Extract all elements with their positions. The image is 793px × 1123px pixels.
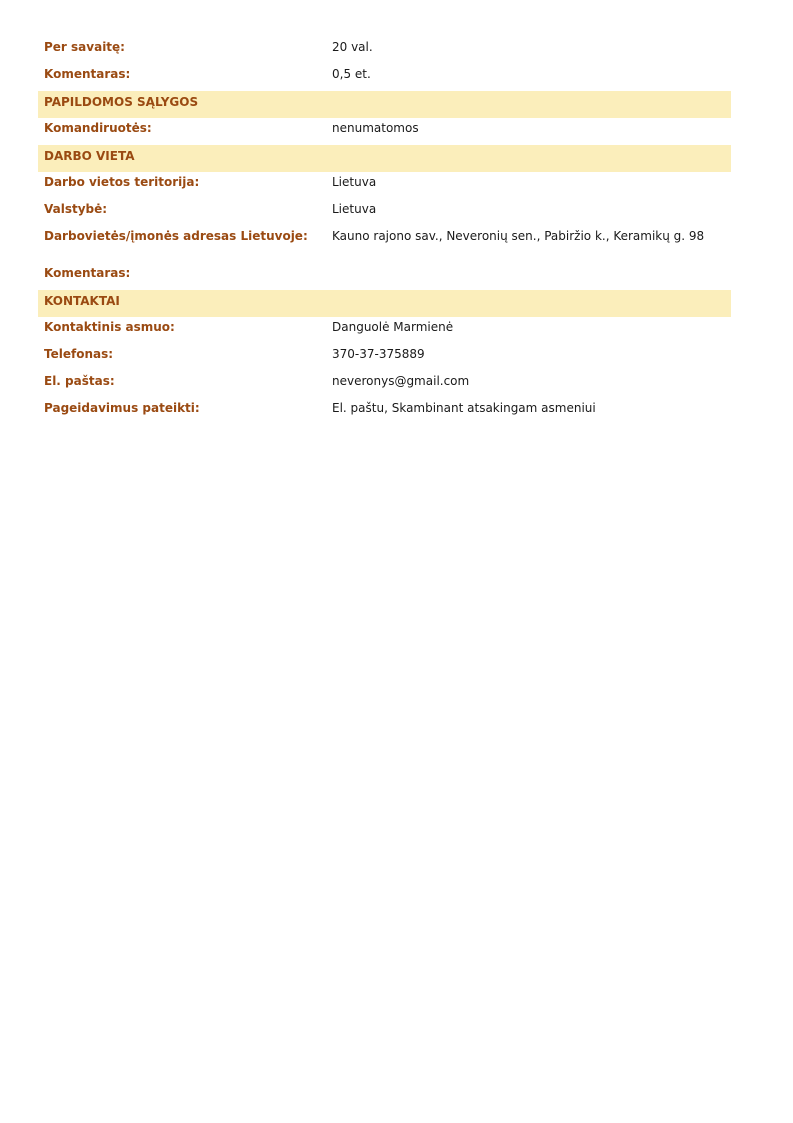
field-value: Lietuva	[332, 175, 377, 189]
job-details-document	[38, 37, 731, 425]
field-row-komandiruotes	[38, 118, 731, 145]
section-header-kontaktai: KONTAKTAI	[38, 290, 731, 317]
field-label: Komentaras:	[44, 67, 131, 81]
field-label: Telefonas:	[44, 347, 114, 361]
section-header-papildomos-salygos: PAPILDOMOS SĄLYGOS	[38, 91, 731, 118]
field-row-el-pastas	[38, 371, 731, 398]
field-value: 20 val.	[332, 40, 373, 54]
section-header-darbo-vieta: DARBO VIETA	[38, 145, 731, 172]
field-row-darbo-vietos-teritorija	[38, 172, 731, 199]
field-label: Pageidavimus pateikti:	[44, 401, 200, 415]
field-label: Komentaras:	[44, 266, 131, 280]
field-value: El. paštu, Skambinant atsakingam asmeniui	[332, 401, 596, 415]
field-row-kontaktinis-asmuo	[38, 317, 731, 344]
field-label: Kontaktinis asmuo:	[44, 320, 175, 334]
field-row-per-savaite	[38, 37, 731, 64]
field-row-adresas	[38, 226, 731, 263]
field-label: Valstybė:	[44, 202, 108, 216]
field-row-komentaras-2	[38, 263, 731, 290]
field-value: Lietuva	[332, 202, 377, 216]
field-value: Danguolė Marmienė	[332, 320, 454, 334]
field-label: Komandiruotės:	[44, 121, 152, 135]
field-label: Darbo vietos teritorija:	[44, 175, 200, 189]
field-row-valstybe	[38, 199, 731, 226]
field-value: 370-37-375889	[332, 347, 425, 361]
field-row-pageidavimus-pateikti	[38, 398, 731, 425]
field-value: Kauno rajono sav., Neveronių sen., Pabiržio k., Keramikų g. 98	[332, 229, 705, 243]
field-label: El. paštas:	[44, 374, 115, 388]
field-label: Per savaitę:	[44, 40, 125, 54]
field-label: Darbovietės/įmonės adresas Lietuvoje:	[44, 229, 308, 243]
field-value: nenumatomos	[332, 121, 419, 135]
field-value: neveronys@gmail.com	[332, 374, 470, 388]
field-value: 0,5 et.	[332, 67, 371, 81]
field-row-komentaras	[38, 64, 731, 91]
field-row-telefonas	[38, 344, 731, 371]
